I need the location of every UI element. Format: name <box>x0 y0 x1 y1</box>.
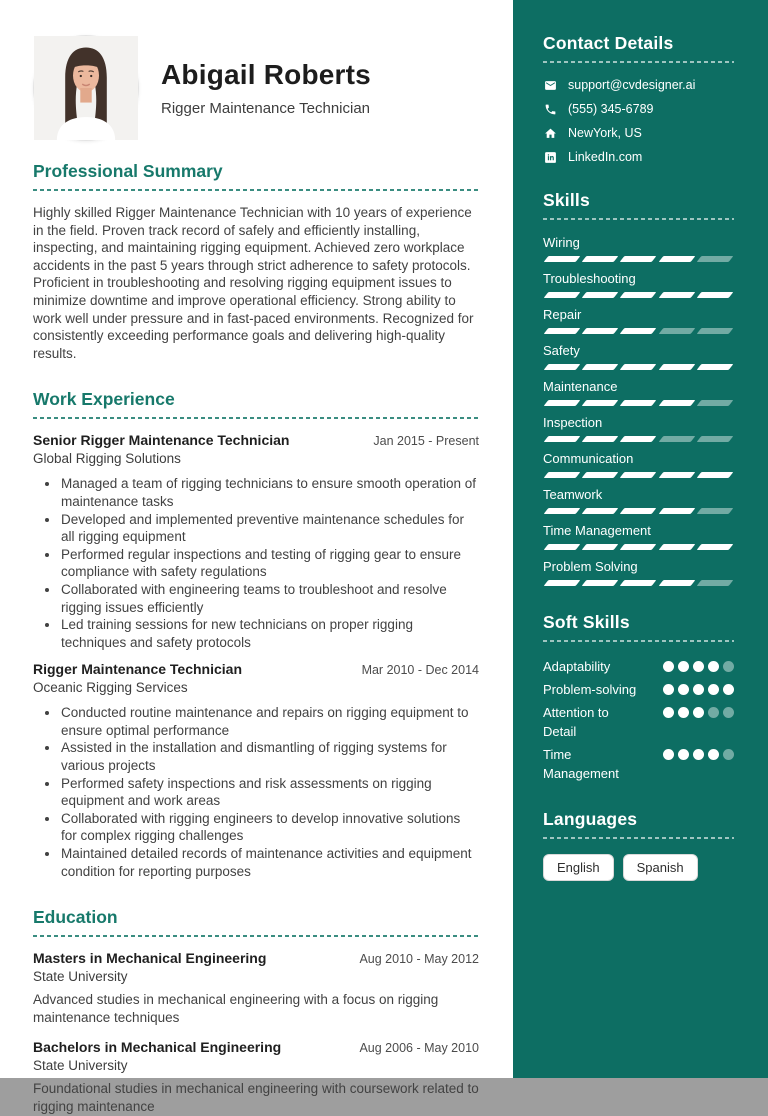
skill-bar-segment <box>544 508 581 514</box>
resume-header <box>33 35 479 141</box>
skill-name: Wiring <box>543 235 580 250</box>
skill-bar-segment <box>696 256 733 262</box>
job-title: Senior Rigger Maintenance Technician <box>33 432 290 449</box>
soft-skill-dot <box>678 684 689 695</box>
skill-bar-segment <box>620 256 657 262</box>
soft-skill-dot <box>663 707 674 718</box>
contact-text: LinkedIn.com <box>568 150 643 164</box>
soft-skill-dot <box>693 661 704 672</box>
education-entry <box>33 1039 479 1115</box>
soft-skill-dot <box>723 749 734 760</box>
section-contact <box>543 33 734 164</box>
language-pill: English <box>543 854 614 881</box>
contact-text: (555) 345-6789 <box>568 102 654 116</box>
skill-bar-segment <box>544 544 581 550</box>
skill-item <box>543 451 734 478</box>
skill-bar-segment <box>620 508 657 514</box>
skill-name: Time Management <box>543 523 651 538</box>
skill-bar <box>543 580 734 586</box>
skill-bar-segment <box>582 292 619 298</box>
skill-item <box>543 559 734 586</box>
skill-bar <box>543 292 734 298</box>
skill-bar <box>543 544 734 550</box>
section-education <box>33 907 479 1115</box>
skill-bar-segment <box>696 544 733 550</box>
education-header <box>33 950 479 966</box>
skill-bar-segment <box>658 256 695 262</box>
soft-skill-dots <box>663 657 734 676</box>
soft-skill-dot <box>723 661 734 672</box>
soft-skill-dots <box>663 703 734 741</box>
job-bullet-list <box>33 704 479 880</box>
soft-skill-item <box>543 703 734 741</box>
soft-skill-dot <box>693 684 704 695</box>
avatar-illustration <box>34 36 138 140</box>
skill-bar-segment <box>620 328 657 334</box>
skill-bar-segment <box>544 364 581 370</box>
skill-item <box>543 343 734 370</box>
skill-bar-segment <box>582 580 619 586</box>
dashed-divider <box>543 218 734 220</box>
language-list <box>543 854 734 881</box>
skill-item <box>543 415 734 442</box>
header-text <box>161 59 371 117</box>
skill-item <box>543 271 734 298</box>
education-description: Foundational studies in mechanical engineering with coursework related to rigging maintenance <box>33 1081 479 1114</box>
skill-bar-segment <box>658 292 695 298</box>
soft-skill-dot <box>678 661 689 672</box>
skill-bar-segment <box>544 328 581 334</box>
job-entry <box>33 661 479 880</box>
degree-title: Bachelors in Mechanical Engineering <box>33 1039 282 1056</box>
degree-title: Masters in Mechanical Engineering <box>33 950 267 967</box>
soft-skill-dot <box>663 749 674 760</box>
skill-bar-segment <box>658 364 695 370</box>
contact-text: support@cvdesigner.ai <box>568 78 696 92</box>
soft-skill-dot <box>663 661 674 672</box>
job-bullet: • Maintained detailed records of maintenance activities and equipment condition for reporting purposes <box>60 845 479 880</box>
skill-bar <box>543 472 734 478</box>
education-dates: Aug 2010 - May 2012 <box>359 952 479 967</box>
skill-bar <box>543 436 734 442</box>
skill-item <box>543 523 734 550</box>
person-name: Abigail Roberts <box>161 59 371 90</box>
education-entry <box>33 950 479 1026</box>
education-description: Advanced studies in mechanical engineering with a focus on rigging maintenance techniques <box>33 992 439 1025</box>
summary-text: Highly skilled Rigger Maintenance Technician with 10 years of experience in the field. Proven track record of safely and efficiently installing, inspecting, and maintaining rigging equipment. Achieved zero workplace accidents in the past 5 years through strict adherence to safety protocols. Proficient in troubleshooting and resolving rigging equipment issues to minimize downtime and improve operational efficiency. Strong ability to work well under pressure and in fast-paced environments. Recognized for consistently exceeding performance goals and delivering high-quality results. <box>33 205 474 361</box>
skill-item <box>543 235 734 262</box>
job-bullet: • Assisted in the installation and dismantling of rigging systems for various projects <box>60 739 479 774</box>
skill-bar-segment <box>582 508 619 514</box>
dashed-divider <box>33 935 479 937</box>
job-header <box>33 661 479 677</box>
dashed-divider <box>33 417 479 419</box>
summary-heading: Professional Summary <box>33 161 223 181</box>
job-title: Rigger Maintenance Technician <box>33 661 243 678</box>
skill-bar-segment <box>620 472 657 478</box>
skill-bar-segment <box>696 508 733 514</box>
skill-bar-segment <box>620 364 657 370</box>
soft-skill-dot <box>678 749 689 760</box>
skill-bar-segment <box>658 580 695 586</box>
skill-bar <box>543 508 734 514</box>
job-company: Oceanic Rigging Services <box>33 680 188 696</box>
skill-bar-segment <box>696 400 733 406</box>
skill-bar-segment <box>658 328 695 334</box>
skill-bar-segment <box>544 436 581 442</box>
soft-skills-heading: Soft Skills <box>543 612 630 632</box>
skill-bar-segment <box>620 544 657 550</box>
skill-bar-segment <box>696 364 733 370</box>
soft-skill-dots <box>663 745 734 783</box>
skill-bar <box>543 328 734 334</box>
phone-icon <box>543 103 557 116</box>
job-bullet-list <box>33 475 479 651</box>
soft-skill-name: Adaptability <box>543 659 611 674</box>
skill-bar-segment <box>582 328 619 334</box>
soft-skills-list <box>543 657 734 783</box>
skill-bar-segment <box>696 328 733 334</box>
sidebar <box>513 0 768 1078</box>
job-bullet: • Developed and implemented preventive maintenance schedules for all rigging equipment <box>60 511 479 546</box>
soft-skill-dot <box>693 707 704 718</box>
education-header <box>33 1039 479 1055</box>
job-company: Global Rigging Solutions <box>33 451 181 467</box>
skill-name: Troubleshooting <box>543 271 636 286</box>
skill-bar-segment <box>658 400 695 406</box>
soft-skill-dot <box>708 684 719 695</box>
section-summary <box>33 161 479 362</box>
skill-name: Inspection <box>543 415 603 430</box>
section-skills <box>543 190 734 586</box>
skill-bar-segment <box>620 436 657 442</box>
skill-name: Communication <box>543 451 634 466</box>
skill-bar-segment <box>582 364 619 370</box>
skill-name: Repair <box>543 307 582 322</box>
home-icon <box>543 127 557 140</box>
linkedin-icon <box>543 151 557 164</box>
skill-bar-segment <box>620 400 657 406</box>
contact-item <box>543 102 734 116</box>
school-name: State University <box>33 1058 128 1074</box>
soft-skill-dot <box>663 684 674 695</box>
skill-bar-segment <box>544 580 581 586</box>
skills-heading: Skills <box>543 190 590 210</box>
skill-item <box>543 487 734 514</box>
skill-bar-segment <box>582 544 619 550</box>
contact-item <box>543 78 734 92</box>
soft-skill-item <box>543 657 734 676</box>
skill-bar <box>543 400 734 406</box>
skill-bar-segment <box>582 400 619 406</box>
job-header <box>33 432 479 448</box>
job-bullet: • Collaborated with rigging engineers to develop innovative solutions for complex rigging challenges <box>60 810 479 845</box>
dashed-divider <box>543 61 734 63</box>
person-title: Rigger Maintenance Technician <box>161 100 371 117</box>
skill-bar <box>543 256 734 262</box>
skill-bar-segment <box>658 508 695 514</box>
skill-bar-segment <box>658 544 695 550</box>
job-bullet: • Led training sessions for new technicians on proper rigging techniques and safety protocols <box>60 616 479 651</box>
language-pill: Spanish <box>623 854 698 881</box>
soft-skill-dot <box>708 661 719 672</box>
soft-skill-item <box>543 680 734 699</box>
soft-skill-name: Attention to Detail <box>543 705 609 739</box>
soft-skill-item <box>543 745 734 783</box>
job-bullet: • Performed safety inspections and risk assessments on rigging equipment and work areas <box>60 775 479 810</box>
soft-skill-dot <box>693 749 704 760</box>
section-soft-skills <box>543 612 734 783</box>
job-bullet: • Managed a team of rigging technicians to ensure smooth operation of maintenance tasks <box>60 475 479 510</box>
profile-photo <box>33 35 139 141</box>
job-bullet: • Performed regular inspections and testing of rigging gear to ensure compliance with safety regulations <box>60 546 479 581</box>
skill-item <box>543 379 734 406</box>
education-list <box>33 950 479 1115</box>
soft-skill-dot <box>678 707 689 718</box>
skill-name: Problem Solving <box>543 559 638 574</box>
skill-bar-segment <box>544 292 581 298</box>
skills-list <box>543 235 734 586</box>
experience-heading: Work Experience <box>33 389 175 410</box>
job-bullet: • Conducted routine maintenance and repairs on rigging equipment to ensure optimal performance <box>60 704 479 739</box>
job-entry <box>33 432 479 651</box>
job-bullet: • Collaborated with engineering teams to troubleshoot and resolve rigging issues efficiently <box>60 581 479 616</box>
soft-skill-name: Problem-solving <box>543 682 637 697</box>
contact-item <box>543 126 734 140</box>
skill-bar-segment <box>544 472 581 478</box>
skill-bar-segment <box>620 580 657 586</box>
dashed-divider <box>543 640 734 642</box>
skill-bar-segment <box>544 256 581 262</box>
skill-bar-segment <box>544 400 581 406</box>
contact-text: NewYork, US <box>568 126 642 140</box>
skill-name: Teamwork <box>543 487 603 502</box>
job-list <box>33 432 479 880</box>
skill-name: Maintenance <box>543 379 618 394</box>
skill-bar-segment <box>658 472 695 478</box>
section-experience <box>33 389 479 880</box>
soft-skill-dot <box>723 684 734 695</box>
languages-heading: Languages <box>543 809 638 829</box>
job-dates: Mar 2010 - Dec 2014 <box>361 663 479 678</box>
contact-list <box>543 78 734 164</box>
education-heading: Education <box>33 907 118 928</box>
skill-bar-segment <box>620 292 657 298</box>
soft-skill-dot <box>708 707 719 718</box>
education-dates: Aug 2006 - May 2010 <box>359 1041 479 1056</box>
skill-bar-segment <box>582 256 619 262</box>
skill-bar <box>543 364 734 370</box>
dashed-divider <box>33 189 479 191</box>
school-name: State University <box>33 969 128 985</box>
contact-item <box>543 150 734 164</box>
soft-skill-dots <box>663 680 734 699</box>
contact-heading: Contact Details <box>543 33 674 53</box>
soft-skill-dot <box>708 749 719 760</box>
skill-bar-segment <box>582 472 619 478</box>
skill-item <box>543 307 734 334</box>
soft-skill-dot <box>723 707 734 718</box>
skill-bar-segment <box>582 436 619 442</box>
skill-bar-segment <box>696 472 733 478</box>
job-dates: Jan 2015 - Present <box>373 434 479 449</box>
dashed-divider <box>543 837 734 839</box>
skill-bar-segment <box>696 436 733 442</box>
skill-name: Safety <box>543 343 580 358</box>
section-languages <box>543 809 734 881</box>
skill-bar-segment <box>696 580 733 586</box>
soft-skill-name: Time Management <box>543 747 619 781</box>
skill-bar-segment <box>658 436 695 442</box>
skill-bar-segment <box>696 292 733 298</box>
envelope-icon <box>543 79 557 92</box>
